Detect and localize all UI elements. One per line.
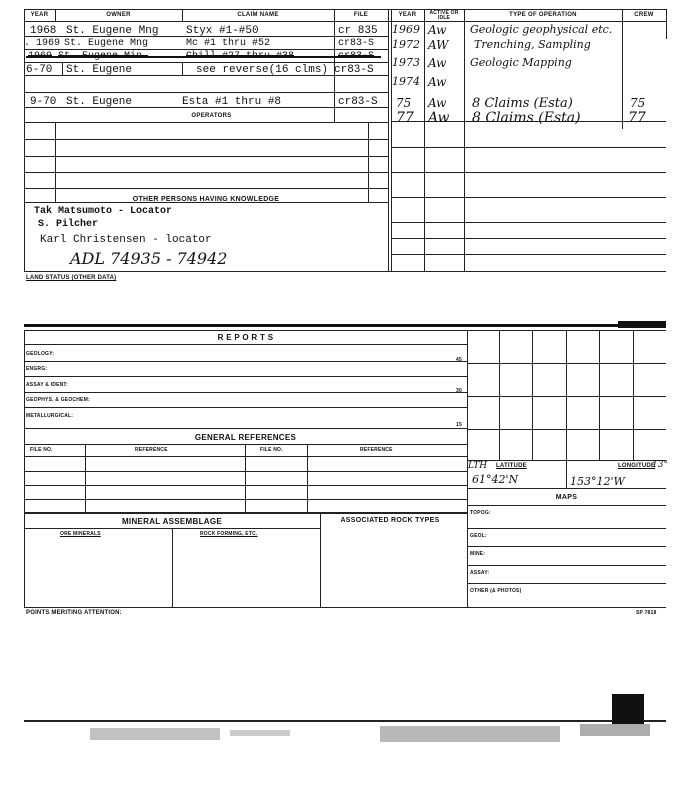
claim-row-file: cr83-S — [334, 64, 374, 76]
op-row-active: Aw — [428, 75, 447, 89]
op-row-year: 1974 — [392, 75, 420, 88]
knowledge-header: OTHER PERSONS HAVING KNOWLEDGE — [132, 196, 280, 203]
form-number: SP 7818 — [636, 610, 657, 616]
op-row-year: 1972 — [392, 38, 420, 51]
ore-minerals-label: ORE MINERALS — [60, 531, 101, 537]
latitude-label: LATITUDE — [496, 463, 527, 469]
gr-header-ref-1: REFERENCE — [135, 447, 168, 453]
lat-prefix: LTH — [468, 461, 488, 471]
gr-header-ref-2: REFERENCE — [360, 447, 393, 453]
points-meriting-attention: POINTS MERITING ATTENTION: — [26, 610, 122, 616]
report-assay: ASSAY & IDENT: — [26, 382, 68, 388]
map-assay: ASSAY: — [470, 570, 490, 576]
op-row-crew: 77 — [628, 110, 646, 126]
claim-row-owner: St. Eugene Mng — [64, 38, 149, 49]
header-claim-name: CLAIM NAME — [237, 12, 279, 18]
scan-artifact — [612, 694, 644, 724]
claim-row-owner: St. Eugene Mng — [66, 25, 159, 37]
report-metallurgical: METALLURGICAL: — [26, 413, 74, 419]
scale-30: 30 — [456, 388, 462, 394]
header-owner: OWNER — [106, 12, 131, 18]
scale-15: 15 — [456, 422, 462, 428]
op-row-year: 1973 — [392, 56, 420, 69]
gr-header-file-2: FILE NO. — [260, 447, 283, 453]
map-topog: TOPOG: — [470, 510, 491, 516]
latitude-value: 61°42'N — [472, 473, 519, 486]
knowledge-line: S. Pilcher — [38, 219, 99, 230]
map-mine: MINE: — [470, 551, 486, 557]
claim-row-name: see reverse(16 clms) — [196, 64, 329, 76]
op-row-active: Aw — [428, 56, 447, 70]
report-engrg: ENGRG: — [26, 366, 48, 372]
op-row-year: 77 — [396, 110, 414, 126]
claim-row-name: Styx #1-#50 — [186, 25, 259, 37]
header-active: ACTIVE OR IDLE — [429, 10, 459, 21]
op-row-type: 8 Claims (Esta) — [472, 110, 581, 126]
claim-row-year: . 1969 — [24, 38, 61, 49]
op-row-type: Geologic Mapping — [470, 56, 572, 69]
header-crew: CREW — [634, 12, 654, 18]
op-row-active: AW — [428, 38, 449, 52]
claim-row-year: 9-70 — [30, 96, 57, 108]
op-row-type: 8 Claims (Esta) — [472, 96, 573, 111]
claim-row-file: cr83-S — [338, 38, 375, 49]
longitude-label: LONGITUDE — [618, 463, 656, 469]
gr-header-file-1: FILE NO. — [30, 447, 53, 453]
claim-row-file: cr83-S — [338, 96, 378, 108]
report-geology: GEOLOGY: — [26, 351, 55, 357]
op-row-active: Aw — [428, 110, 450, 126]
claim-row-owner: St. Eugene — [66, 96, 133, 108]
longitude-value: 153°12'W — [570, 475, 625, 488]
report-geophys: GEOPHYS. & GEOCHEM: — [26, 397, 90, 403]
header-op-year: YEAR — [398, 12, 417, 18]
op-row-type: Trenching, Sampling — [474, 38, 591, 51]
operators-header: OPERATORS — [191, 113, 232, 119]
land-status-label: LAND STATUS (OTHER DATA) — [26, 275, 117, 281]
op-row-year: 75 — [396, 96, 412, 110]
knowledge-line: Tak Matsumoto - Locator — [34, 206, 173, 217]
adl-handwritten: ADL 74935 - 74942 — [70, 249, 228, 268]
scale-45: 45 — [456, 357, 462, 363]
op-row-type: Geologic geophysical etc. — [470, 23, 613, 36]
maps-title: MAPS — [555, 494, 578, 501]
associated-rock-types: ASSOCIATED ROCK TYPES — [340, 517, 440, 524]
lon-suffix: 13° — [652, 460, 668, 470]
mineral-assemblage-title: MINERAL ASSEMBLAGE — [121, 517, 223, 526]
claim-row-owner: St. Eugene — [66, 64, 133, 76]
claim-row-file: cr 835 — [338, 25, 378, 37]
header-type-operation: TYPE OF OPERATION — [509, 12, 577, 18]
op-row-active: Aw — [428, 23, 447, 37]
header-file: FILE — [353, 12, 369, 18]
op-row-active: Aw — [428, 96, 447, 110]
rock-forming-label: ROCK FORMING, ETC. — [200, 531, 258, 537]
op-row-crew: 75 — [630, 96, 646, 110]
map-other: OTHER (& PHOTOS) — [470, 588, 522, 594]
claim-row-year: 6-70 — [26, 64, 53, 76]
claim-row-year: 1968 — [30, 25, 57, 37]
knowledge-line: Karl Christensen - locator — [40, 234, 212, 246]
map-geol: GEOL: — [470, 533, 487, 539]
claim-row-name: Mc #1 thru #52 — [186, 38, 271, 49]
reports-title: R E P O R T S — [217, 333, 274, 342]
general-references-title: GENERAL REFERENCES — [194, 433, 297, 442]
claim-row-name: Esta #1 thru #8 — [182, 96, 282, 108]
op-row-year: 1969 — [392, 23, 420, 36]
header-year: YEAR — [30, 12, 49, 18]
